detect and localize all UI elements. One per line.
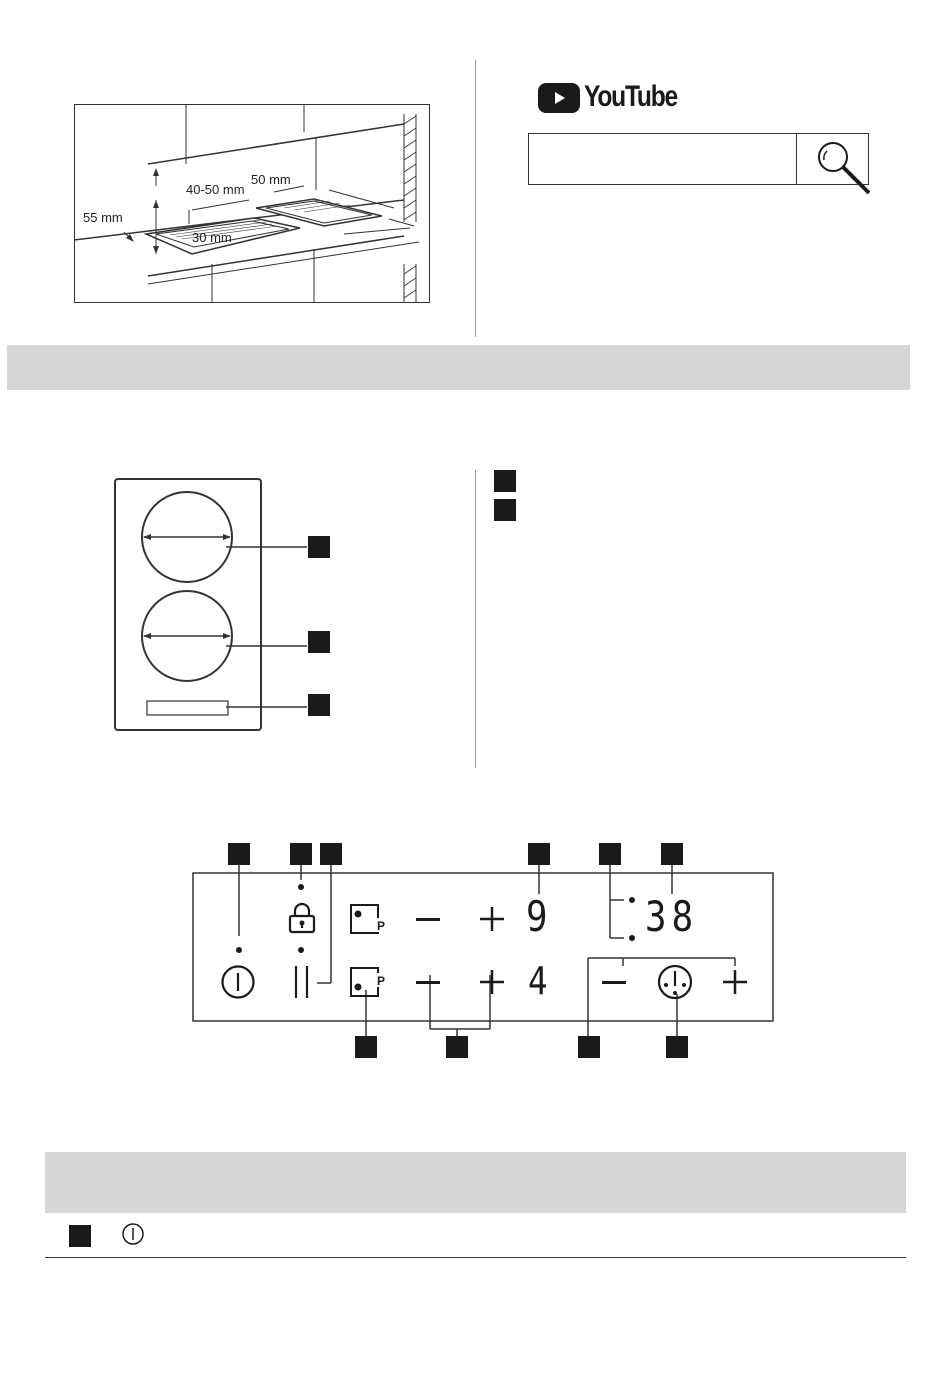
- heat-plus-top[interactable]: [480, 906, 504, 932]
- side-clearance-label: 55 mm: [83, 210, 123, 225]
- lock-button[interactable]: [288, 902, 316, 934]
- column-divider-mid: [475, 470, 476, 768]
- youtube-logo-text: YouTube: [584, 80, 677, 113]
- callout-top-6: [661, 843, 683, 865]
- rear-gap-label: 50 mm: [251, 172, 291, 187]
- legend-marker-1: [494, 470, 516, 492]
- pause-button[interactable]: [288, 964, 316, 1000]
- powerboost-button-top[interactable]: [350, 904, 390, 934]
- timer-icon: [657, 964, 693, 1000]
- table-header-band: [45, 1152, 906, 1213]
- svg-text:P: P: [377, 974, 386, 988]
- front-gap-label: 40-50 mm: [186, 182, 245, 197]
- section-header-band: [7, 345, 910, 390]
- heat-minus-bottom[interactable]: [416, 981, 440, 984]
- powerboost-icon: [350, 967, 390, 997]
- hob-diagram: [114, 478, 334, 732]
- table-row-divider: [45, 1257, 906, 1258]
- power-icon: [122, 1223, 144, 1245]
- timer-plus[interactable]: [723, 969, 747, 995]
- pause-icon: [288, 964, 316, 1000]
- timer-minus[interactable]: [602, 981, 626, 984]
- powerboost-button-bottom[interactable]: [350, 967, 390, 997]
- callout-top-4: [528, 843, 550, 865]
- timer-display: 38: [645, 892, 699, 941]
- heat-minus-top[interactable]: [416, 918, 440, 921]
- callout-1: [308, 536, 330, 558]
- callout-top-5: [599, 843, 621, 865]
- table-row-marker: [69, 1225, 91, 1247]
- power-icon: [221, 965, 255, 999]
- timer-button[interactable]: [657, 964, 693, 1000]
- legend-marker-2: [494, 499, 516, 521]
- callout-3: [308, 694, 330, 716]
- svg-text:P: P: [377, 919, 386, 933]
- lock-icon: [288, 902, 316, 934]
- plus-icon: [723, 969, 747, 995]
- installation-diagram: [74, 104, 430, 303]
- plus-icon: [480, 969, 504, 995]
- callout-2: [308, 631, 330, 653]
- powerboost-icon: [350, 904, 390, 934]
- power-level-display-top: 9: [526, 892, 548, 941]
- plus-icon: [480, 906, 504, 932]
- power-level-display-bottom: 4: [528, 959, 548, 1003]
- on-off-button[interactable]: [221, 965, 255, 999]
- search-icon: [819, 143, 869, 193]
- callout-top-2: [290, 843, 312, 865]
- table-row-power-icon: [122, 1223, 144, 1245]
- depth-label: 30 mm: [192, 230, 232, 245]
- column-divider-top: [475, 60, 476, 337]
- callout-top-1: [228, 843, 250, 865]
- callout-top-3: [320, 843, 342, 865]
- heat-plus-bottom[interactable]: [480, 969, 504, 995]
- youtube-search-button[interactable]: [796, 133, 869, 185]
- youtube-play-icon: [538, 83, 580, 113]
